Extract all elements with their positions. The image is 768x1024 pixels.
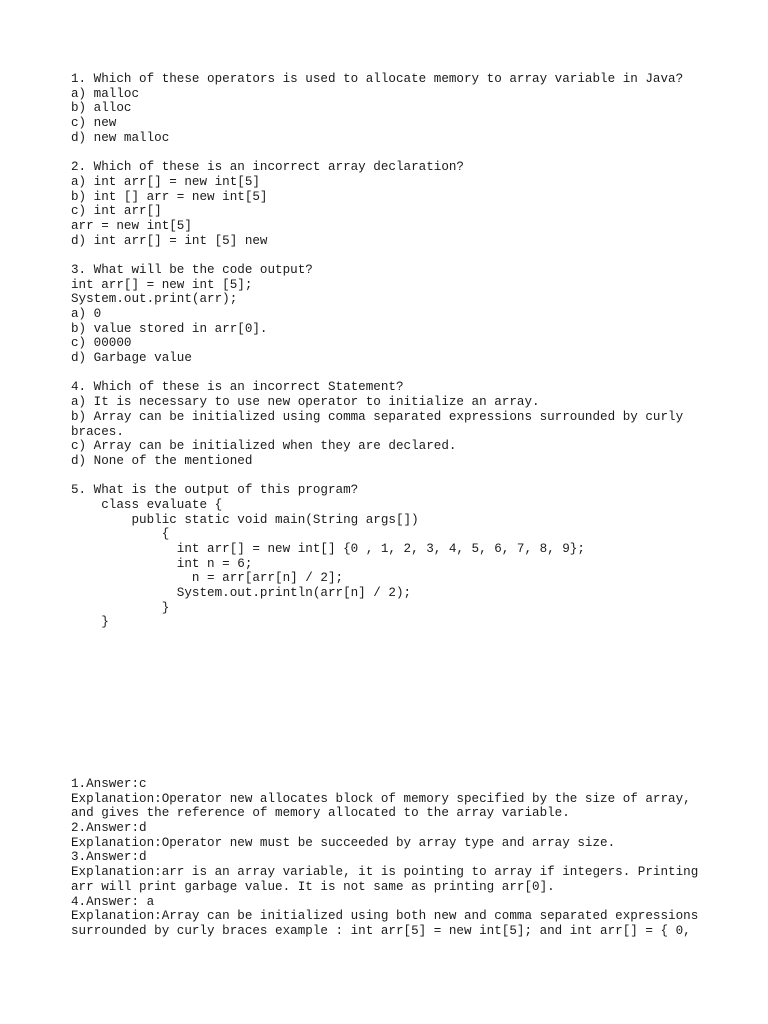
answers-section [71,777,711,939]
question-1-option-d: d) new malloc [71,130,170,145]
question-3-code-line: int arr[] = new int [5]; [71,277,253,292]
question-2-option-b: b) int [] arr = new int[5] [71,189,268,204]
question-3-text: 3. What will be the code output? [71,262,313,277]
question-1-option-c: c) new [71,116,117,131]
question-5-code-line: { [71,527,170,542]
question-3-option-d: d) Garbage value [71,351,192,366]
question-3-option-a: a) 0 [71,307,102,321]
answer-4-label: 4.Answer: a [71,894,155,909]
question-5-code-line: public static void main(String args[]) [71,512,419,527]
question-2-option-d: d) int arr[] = int [5] new [71,233,268,248]
answer-2-label: 2.Answer:d [71,821,147,836]
question-5-code-line: int arr[] = new int[] {0 , 1, 2, 3, 4, 5, 6, 7, 8, 9}; [71,542,585,556]
answer-4-explanation: Explanation:Array can be initialized using both new and comma separated expressions [71,909,699,924]
question-5-code-line: System.out.println(arr[n] / 2); [71,586,412,601]
answer-3-explanation: Explanation:arr is an array variable, it is pointing to array if integers. Printing [71,865,699,880]
question-2-option-a: a) int arr[] = new int[5] [71,174,260,189]
question-4-option-a: a) It is necessary to use new operator to initialize an array. [71,395,540,410]
question-3-option-c: c) 00000 [71,336,132,351]
question-2 [71,160,711,263]
question-3-code-line: System.out.print(arr); [71,292,238,307]
question-1 [71,72,711,160]
spacer [71,248,711,263]
question-5-code-line: int n = 6; [71,556,253,571]
question-4-text: 4. Which of these is an incorrect Statement? [71,380,404,395]
question-3 [71,263,711,381]
question-4-option-b-cont: braces. [71,424,124,439]
question-2-text: 2. Which of these is an incorrect array declaration? [71,160,464,175]
question-5-code-line: } [71,615,109,630]
spacer [71,469,711,484]
question-5 [71,483,711,630]
question-2-option-c: c) int arr[] [71,204,162,219]
answer-3-explanation-cont: arr will print garbage value. It is not same as printing arr[0]. [71,879,555,894]
question-4-option-b: b) Array can be initialized using comma separated expressions surrounded by curly [71,409,684,424]
answer-1-explanation: Explanation:Operator new allocates block of memory specified by the size of array, [71,791,691,806]
question-5-code-line: n = arr[arr[n] / 2]; [71,571,344,586]
question-5-code-line: class evaluate { [71,497,223,512]
answer-3-label: 3.Answer:d [71,850,147,865]
question-1-text: 1. Which of these operators is used to allocate memory to array variable in Java? [71,72,684,86]
spacer [71,366,711,381]
question-1-option-b: b) alloc [71,101,132,116]
question-2-option-c-cont: arr = new int[5] [71,218,192,233]
answer-4-explanation-cont: surrounded by curly braces example : int arr[5] = new int[5]; and int arr[] = { 0, [71,923,691,938]
question-4-option-c: c) Array can be initialized when they are declared. [71,439,457,454]
spacer [71,145,711,160]
answer-1-label: 1.Answer:c [71,777,147,791]
questions-section [71,72,711,630]
question-5-code-line: } [71,600,170,615]
question-4-option-d: d) None of the mentioned [71,453,253,468]
answer-2-explanation: Explanation:Operator new must be succeeded by array type and array size. [71,835,616,850]
question-4 [71,380,711,483]
question-3-option-b: b) value stored in arr[0]. [71,321,268,336]
question-1-option-a: a) malloc [71,86,140,101]
answer-1-explanation-cont: and gives the reference of memory allocated to the array variable. [71,806,570,821]
question-5-text: 5. What is the output of this program? [71,483,359,498]
